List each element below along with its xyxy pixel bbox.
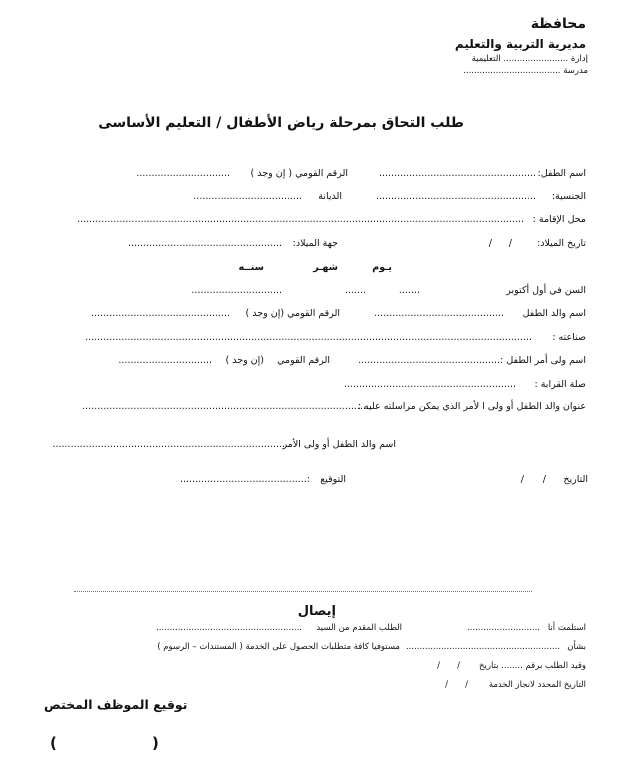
administration-label: إدارة: [570, 54, 588, 64]
address-field[interactable]: ................................................................................................: [82, 401, 372, 412]
governorate: محافظة: [530, 16, 586, 32]
religion-label: الديانة: [318, 191, 342, 202]
religion-field[interactable]: ....................................: [193, 191, 302, 202]
administration-suffix: التعليمية: [471, 54, 501, 64]
guardian-name-field[interactable]: ...............................................: [358, 355, 500, 366]
guardian-id-label: الرقم القومي: [277, 355, 330, 366]
school-dots[interactable]: ....................................: [463, 66, 561, 76]
birth-date-label: تاريخ الميلاد:: [537, 238, 586, 249]
signature-open-paren: (: [50, 734, 57, 752]
administration-line: [472, 55, 588, 64]
father-id-field[interactable]: ..............................................: [91, 308, 230, 319]
child-name-field[interactable]: ....................................................: [378, 168, 536, 179]
nationality-label: الجنسية:: [551, 191, 586, 202]
year-label: سنــه: [238, 262, 264, 273]
signer-name-label: اسم والد الطفل أو ولى الأمر: [282, 439, 396, 450]
signature-label: التوقيع: [320, 474, 346, 485]
birth-place-field[interactable]: ...................................................: [127, 238, 282, 249]
registered-slash-2: /: [437, 661, 440, 671]
administration-dots[interactable]: ........................: [503, 54, 569, 64]
separator-line: [74, 591, 532, 592]
birth-place-label: جهة الميلاد:: [292, 238, 338, 249]
father-name-label: اسم والد الطفل: [522, 308, 586, 319]
nationality-field[interactable]: .....................................................: [375, 191, 536, 202]
completion-slash-1: /: [465, 680, 468, 690]
date-slash-2: /: [520, 474, 524, 485]
address-label: عنوان والد الطفل أو ولى ا لأمر الذي يمكن مراسلته عليه :: [357, 401, 586, 412]
day-label: يـوم: [372, 262, 392, 273]
directorate: مديرية التربية والتعليم: [454, 37, 586, 51]
school-line: [463, 67, 588, 76]
guardian-name-label: اسم ولى أمر الطفل :: [500, 355, 586, 366]
age-field-day[interactable]: .......: [398, 285, 420, 296]
about-label: بشأن: [567, 642, 586, 652]
received-field[interactable]: ...........................: [467, 623, 540, 633]
national-id-label: الرقم القومي ( إن وجد ): [250, 168, 348, 179]
father-id-label: الرقم القومي (إن وجد ): [245, 308, 340, 319]
page-title: طلب التحاق بمرحلة رياض الأطفال / التعليم الأساسى: [98, 115, 464, 131]
age-field-month[interactable]: .......: [344, 285, 366, 296]
age-field-year[interactable]: ..............................: [191, 285, 282, 296]
school-label: مدرسة: [563, 66, 588, 76]
month-label: شهـر: [313, 262, 338, 273]
guardian-id-suffix: (إن وجد ): [225, 355, 264, 366]
kinship-field[interactable]: .........................................................: [343, 379, 516, 390]
signature-close-paren: ): [152, 734, 159, 752]
about-field[interactable]: .........................................................: [405, 642, 560, 652]
registered-slash-1: /: [457, 661, 460, 671]
date-label: التاريخ: [563, 474, 588, 485]
received-label: استلمت أنا: [547, 623, 586, 633]
official-signature-title: توقيع الموظف المختص: [44, 697, 188, 712]
child-name-label: اسم الطفل:: [537, 168, 586, 179]
national-id-field[interactable]: ...............................: [136, 168, 230, 179]
signature-field[interactable]: :..........................................: [179, 474, 310, 485]
birth-date-slash-1: /: [508, 238, 512, 249]
completion-label: التاريخ المحدد لانجاز الخدمة: [488, 680, 586, 690]
receipt-title: إيصال: [297, 604, 336, 619]
registered-label: وقيد الطلب برقم ........ بتاريخ: [479, 661, 586, 671]
about-text: مستوفيا كافة متطلبات الحصول على الخدمة ( المستندات – الرسوم ): [157, 642, 400, 652]
signer-name-field[interactable]: ..............................................................................: [52, 439, 288, 450]
received-text: الطلب المقدم من السيد: [316, 623, 402, 633]
received-from-field[interactable]: ......................................................: [156, 623, 302, 633]
residence-field[interactable]: ....................................................................................................................................................: [77, 214, 524, 225]
kinship-label: صلة القرابة :: [534, 379, 586, 390]
guardian-id-field[interactable]: ...............................: [118, 355, 212, 366]
date-slash-1: /: [542, 474, 546, 485]
age-label: السن في أول أكتوبر: [506, 285, 586, 296]
birth-date-slash-2: /: [488, 238, 492, 249]
residence-label: محل الإقامة :: [532, 214, 586, 225]
father-name-field[interactable]: ...........................................: [374, 308, 504, 319]
occupation-field[interactable]: ....................................................................................................................................................: [85, 332, 532, 343]
occupation-label: صناعته :: [552, 332, 586, 343]
completion-slash-2: /: [445, 680, 448, 690]
